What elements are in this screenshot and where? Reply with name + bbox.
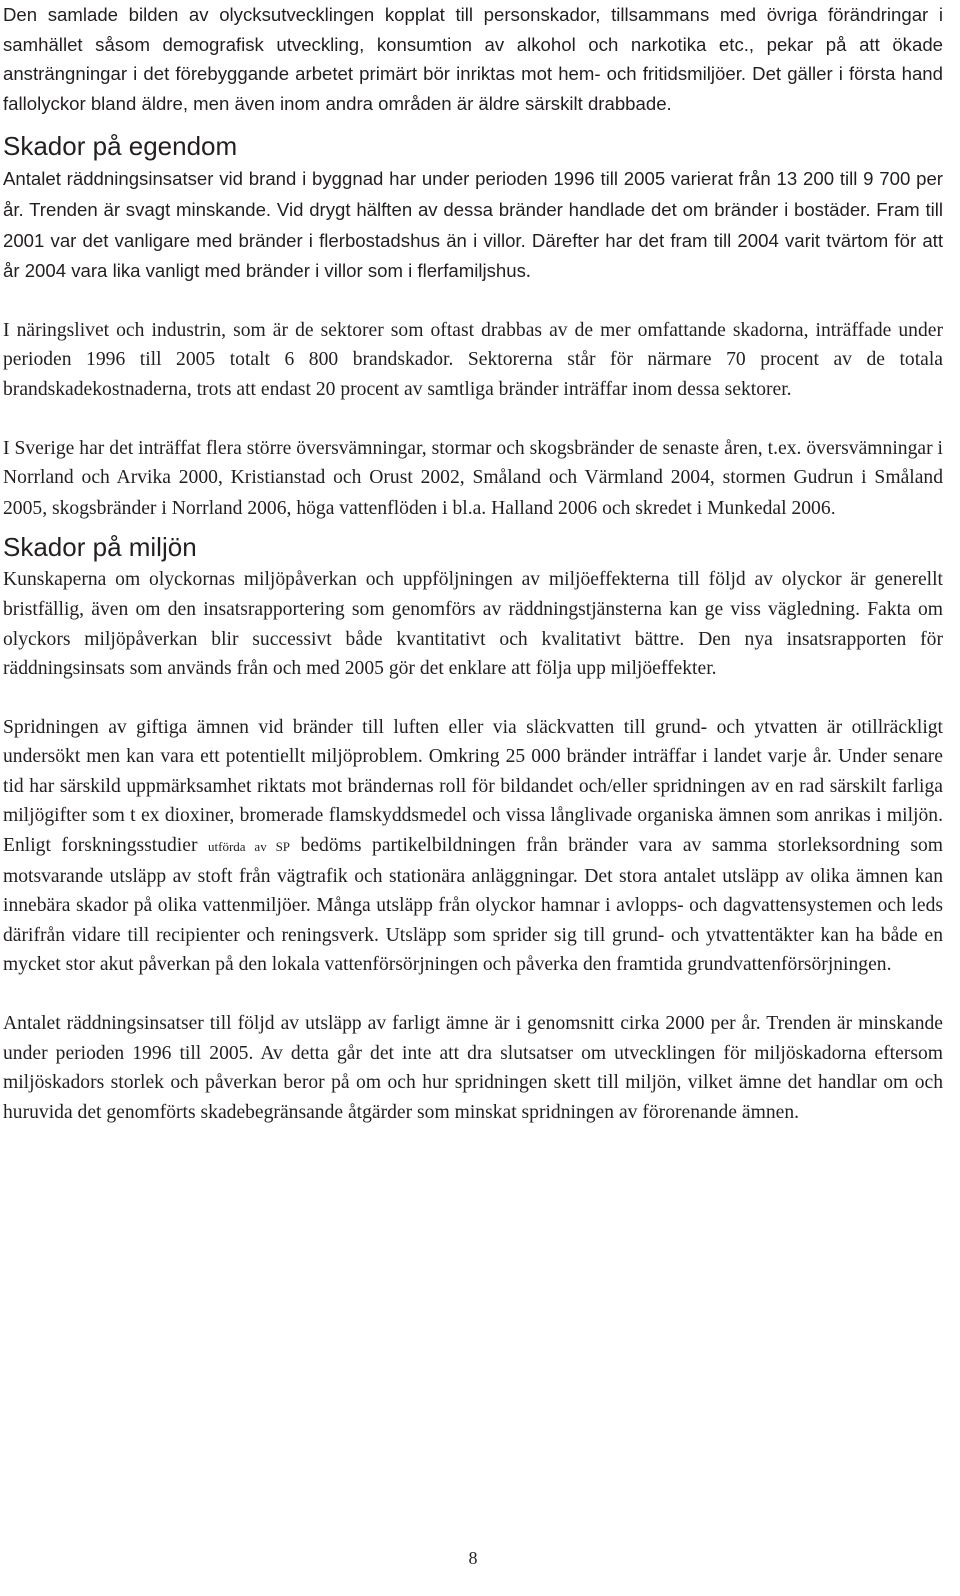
property-paragraph-1-end: .: [525, 261, 531, 283]
page-number: 8: [468, 1548, 478, 1568]
environment-paragraph-2-small: utförda av SP: [208, 839, 291, 855]
environment-paragraph-2-text-a: Spridningen av giftiga ämnen vid bränder till luften eller via släckvatten till grund- och ytvatten är otillräckligt undersökt men kan vara ett potentiellt miljöproblem. Omkring 25 000 bränder inträffar i landet varje år. Under senare tid har särskild uppmärksamhet riktats mot brändernas roll för bildandet och/eller spridningen av en rad särskilt farliga miljögifter som t ex dioxiner, bromerade flamskyddsmedel och vissa långlivade organiska ämnen som anrikas i miljön. Enligt forskningsstudier: [3, 716, 943, 857]
property-paragraph-3-end: .: [830, 496, 836, 518]
property-paragraph-3-text: I Sverige har det inträffat flera större översvämningar, stormar och skogsbränder de senaste åren, t.ex. översvämningar i Norrland och Arvika 2000, Kristianstad och Orust 2002, Småland och Värmland 2004, stormen Gudrun i Småland 2005, skogsbränder i Norrland 2006, höga vattenflöden i bl.a. Halland 2006 och skredet i Munkedal 2006: [3, 437, 943, 519]
property-paragraph-3: [3, 434, 943, 524]
heading-property-damage: Skador på egendom: [3, 131, 238, 162]
environment-paragraph-2-text-b: bedöms partikelbildningen från bränder vara av samma storleksordning som motsvarande utsläpp av stoft från vägtrafik och stationära anläggningar. Det stora antalet utsläpp av olika ämnen kan innebära skador på olika vattenmiljöer. Många utsläpp från olyckor hamnar i avlopps- och dagvattensystemen och leds därifrån vidare till recipienter och reningsverk. Utsläpp som sprider sig till grund- och ytvattentäkter kan ha både en mycket stor akut påverkan på den lokala vattenförsörjningen och påverka den framtida grundvattenförsörjningen.: [3, 835, 943, 976]
environment-paragraph-1: Kunskaperna om olyckornas miljöpåverkan och uppföljningen av miljöeffekterna till följd av olyckor är generellt bristfällig, även om den insatsrapportering som genomförs av räddningstjänsterna kan ge viss vägledning. Fakta om olyckors miljöpåverkan blir successivt både kvantitativt och kvalitativt bättre. Den nya insatsrapporten för räddningsinsats som används från och med 2005 gör det enklare att följa upp miljöeffekter.: [3, 569, 943, 680]
environment-paragraph-2: [3, 713, 943, 980]
property-paragraph-1: [3, 164, 943, 286]
heading-environment-damage: Skador på miljön: [3, 532, 197, 563]
intro-paragraph: Den samlade bilden av olycksutvecklingen kopplat till personskador, tillsammans med övriga förändringar i samhället såsom demografisk utveckling, konsumtion av alkohol och narkotika etc., pekar på att ökade ansträngningar i det förebyggande arbetet primärt bör inriktas mot hem- och fritidsmiljöer. Det gäller i första hand fallolyckor bland äldre, men även inom andra områden är äldre särskilt drabbade.: [3, 4, 943, 114]
property-paragraph-1-text: Antalet räddningsinsatser vid brand i byggnad har under perioden 1996 till 2005 varierat från 13 200 till 9 700 per år. Trenden är svagt minskande. Vid drygt hälften av dessa bränder handlade det om bränder i bostäder. Fram till 2001 var det vanligare med bränder i flerbostadshus än i villor. Därefter har det fram till 2004 varit tvärtom för att år 2004 vara lika vanligt med bränder i villor som i flerfamiljshus: [3, 168, 943, 282]
environment-paragraph-3: Antalet räddningsinsatser till följd av utsläpp av farligt ämne är i genomsnitt cirka 2000 per år. Trenden är minskande under perioden 1996 till 2005. Av detta går det inte att dra slutsatser om utvecklingen för miljöskadorna eftersom miljöskadors storlek och påverkan beror på om och hur spridningen skett till miljön, vilket ämne det handlar om och huruvida det genomförts skadebegränsande åtgärder som minskat spridningen av förorenande ämnen.: [3, 1013, 943, 1123]
property-paragraph-2: I näringslivet och industrin, som är de sektorer som oftast drabbas av de mer omfattande skadorna, inträffade under perioden 1996 till 2005 totalt 6 800 brandskador. Sektorerna står för närmare 70 procent av de totala brandskadekostnaderna, trots att endast 20 procent av samtliga bränder inträffar inom dessa sektorer.: [3, 319, 943, 400]
document-page: [3, 0, 943, 1127]
